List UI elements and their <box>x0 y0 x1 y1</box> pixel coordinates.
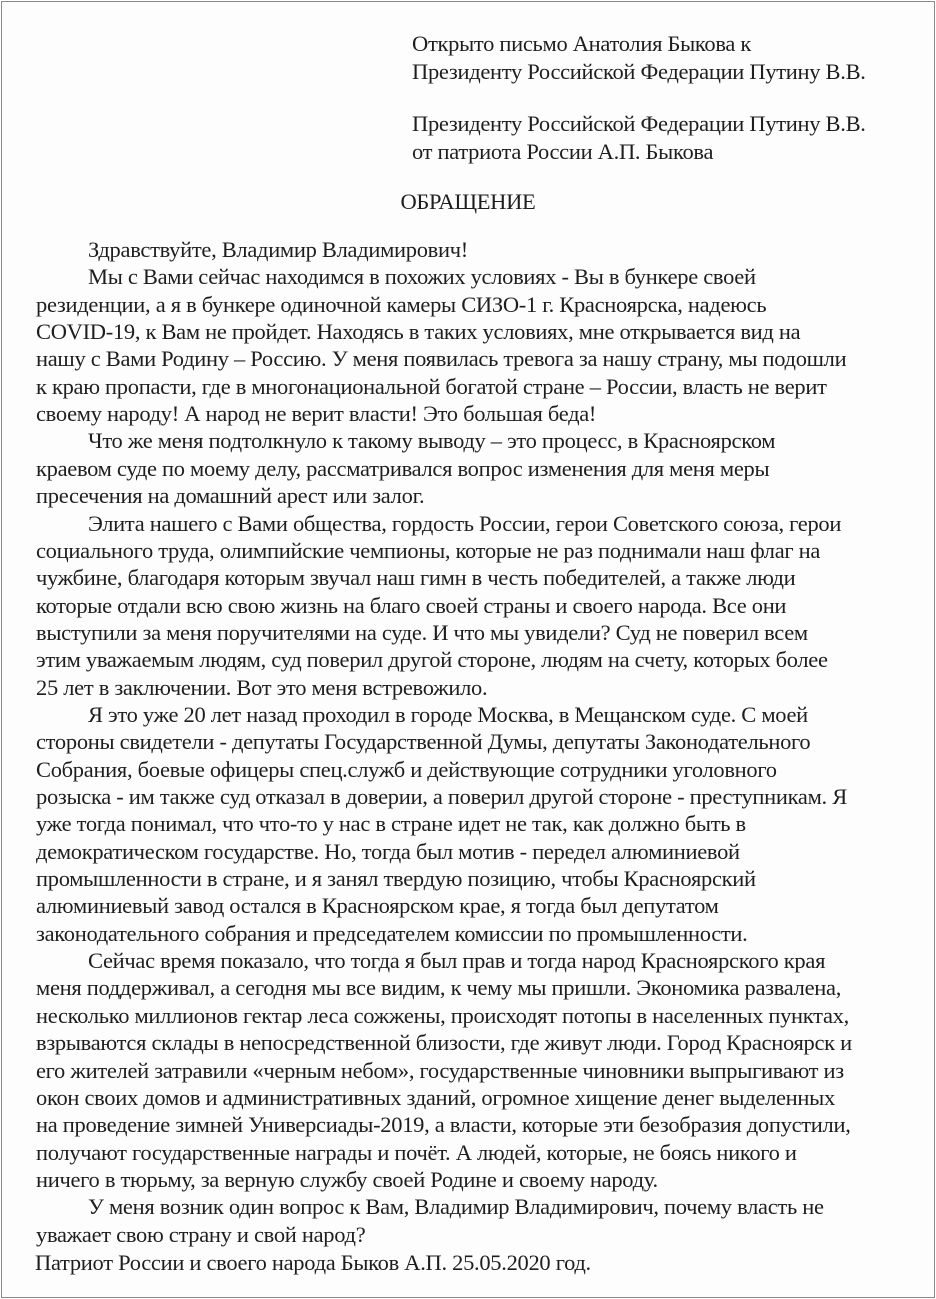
body-line: социального труда, олимпийские чемпионы, которые не раз поднимали наш флаг на <box>36 537 821 563</box>
body-line: его жителей затравили «черным небом», государственные чиновники выпрыгивают из <box>36 1057 844 1083</box>
body-line: алюминиевый завод остался в Красноярском крае, я тогда был депутатом <box>36 893 719 919</box>
body-line: уважает свою страну и свой народ? <box>36 1221 366 1247</box>
body-line: законодательного собрания и председателем комиссии по промышленности. <box>36 920 748 946</box>
body-line: Я это уже 20 лет назад проходил в городе Москва, в Мещанском суде. С моей <box>88 701 808 727</box>
header-line-1: Открыто письмо Анатолия Быкова к <box>412 31 752 56</box>
body-line: чужбине, благодаря которым звучал наш гимн в честь победителей, а также люди <box>36 565 796 591</box>
body-line: взрываются склады в непосредственной близости, где живут люди. Город Красноярск и <box>36 1030 852 1056</box>
letter-page <box>1 1 935 1298</box>
body-line: к краю пропасти, где в многонациональной богатой стране – России, власть не верит <box>36 373 827 399</box>
body-line: Мы с Вами сейчас находимся в похожих условиях - Вы в бункере своей <box>88 264 756 290</box>
body-line: несколько миллионов гектар леса сожжены, происходят потопы в населенных пунктах, <box>36 1002 849 1028</box>
header-line-2: Президенту Российской Федерации Путину В.В. <box>412 59 866 84</box>
addressee-line-2: от патриота России А.П. Быкова <box>412 139 714 164</box>
body-line: своему народу! А народ не верит власти! Это большая беда! <box>36 401 597 427</box>
body-line: окон своих домов и административных зданий, огромное хищение денег выделенных <box>36 1084 835 1110</box>
body-line: ничего в тюрьму, за верную службу своей Родине и своему народу. <box>36 1166 658 1192</box>
body-line: Собрания, боевые офицеры спец.служб и действующие сотрудники уголовного <box>36 756 777 782</box>
body-line: 25 лет в заключении. Вот это меня встревожило. <box>36 674 488 700</box>
body-line: на проведение зимней Универсиады-2019, а власти, которые эти безобразия допустили, <box>36 1112 851 1138</box>
body-line: демократическом государстве. Но, тогда был мотив - передел алюминиевой <box>36 838 740 864</box>
body-line: получают государственные награды и почёт. А людей, которые, не боясь никого и <box>36 1139 797 1165</box>
body-line: выступили за меня поручителями на суде. И что мы увидели? Суд не поверил всем <box>36 619 808 645</box>
body-line: пресечения на домашний арест или залог. <box>36 483 425 509</box>
body-line: которые отдали всю свою жизнь на благо своей страны и своего народа. Все они <box>36 592 787 618</box>
body-line: COVID-19, к Вам не пройдет. Находясь в таких условиях, мне открывается вид на <box>36 319 801 345</box>
body-line: этим уважаемым людям, суд поверил другой стороне, людям на счету, которых более <box>36 647 828 673</box>
body-line: стороны свидетели - депутаты Государственной Думы, депутаты Законодательного <box>36 729 811 755</box>
body-line: нашу с Вами Родину – Россию. У меня появилась тревога за нашу страну, мы подошли <box>36 346 847 372</box>
body-line: меня поддерживал, а сегодня мы все видим, к чему мы пришли. Экономика развалена, <box>36 975 842 1001</box>
body-line: Что же меня подтолкнуло к такому выводу – это процесс, в Красноярском <box>88 428 776 454</box>
signature-line: Патриот России и своего народа Быков А.П. 25.05.2020 год. <box>35 1250 591 1275</box>
body-line: промышленности в стране, и я занял твердую позицию, чтобы Красноярский <box>36 866 756 892</box>
body-line: резиденции, а я в бункере одиночной камеры СИЗО-1 г. Красноярска, надеюсь <box>36 291 767 317</box>
body-line: Здравствуйте, Владимир Владимирович! <box>88 237 468 262</box>
body-line: У меня возник один вопрос к Вам, Владимир Владимирович, почему власть не <box>88 1194 824 1220</box>
document-title: ОБРАЩЕНИЕ <box>400 189 536 214</box>
body-line: розыска - им также суд отказал в доверии, а поверил другой стороне - преступникам. Я <box>36 784 847 809</box>
body-line: Элита нашего с Вами общества, гордость России, герои Советского союза, герои <box>88 510 842 536</box>
body-line: уже тогда понимал, что что-то у нас в стране идет не так, как должно быть в <box>36 811 746 837</box>
addressee-line-1: Президенту Российской Федерации Путину В.В. <box>412 111 866 136</box>
body-line: Сейчас время показало, что тогда я был прав и тогда народ Красноярского края <box>88 948 826 974</box>
body-line: краевом суде по моему делу, рассматривался вопрос изменения для меня меры <box>36 455 770 481</box>
